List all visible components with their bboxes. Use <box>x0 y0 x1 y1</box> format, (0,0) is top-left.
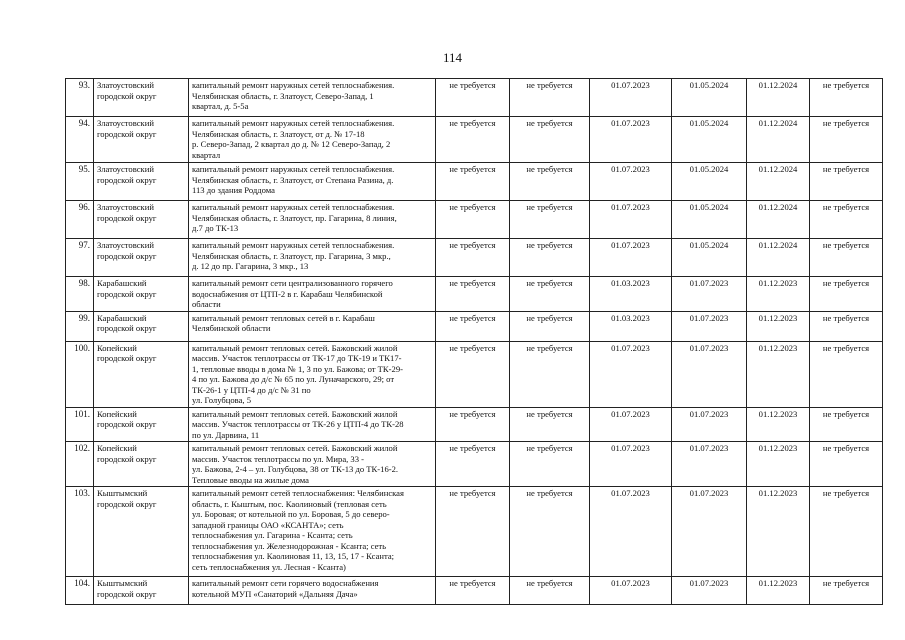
description-line: ул. Боровая; от котельной по ул. Боровая, 5 до северо- <box>192 509 390 519</box>
date-cell: 01.05.2024 <box>672 117 747 163</box>
description-line: капитальный ремонт тепловых сетей. Бажовский жилой <box>192 408 398 419</box>
date-cell: 01.12.2023 <box>747 577 810 605</box>
requirement-cell: не требуется <box>810 201 883 239</box>
district-line: городской округ <box>97 250 157 261</box>
requirement-cell: не требуется <box>810 117 883 163</box>
date-cell: 01.05.2024 <box>672 239 747 277</box>
date-cell: 01.05.2024 <box>672 201 747 239</box>
district-cell <box>94 577 189 605</box>
row-number: 94. <box>66 117 94 163</box>
date-cell: 01.12.2023 <box>747 277 810 312</box>
description-line: капитальный ремонт тепловых сетей в г. Карабаш <box>192 312 375 323</box>
requirement-cell: не требуется <box>810 407 883 442</box>
district-line: Кыштымский <box>97 488 148 498</box>
description-line: Тепловые вводы на жилые дома <box>192 474 309 485</box>
requirement-cell: не требуется <box>510 239 590 277</box>
table-row <box>66 277 883 312</box>
requirement-cell: не требуется <box>810 577 883 605</box>
description-line: ул. Голубцова, 5 <box>192 395 251 405</box>
table-row <box>66 79 883 117</box>
row-number: 97. <box>66 239 94 277</box>
requirement-cell: не требуется <box>810 79 883 117</box>
requirement-cell: не требуется <box>810 239 883 277</box>
district-line: городской округ <box>97 323 157 333</box>
date-cell: 01.12.2023 <box>747 442 810 487</box>
row-number: 104. <box>66 577 94 605</box>
description-line: котельной МУП «Санаторий «Дальняя Дача» <box>192 588 358 599</box>
description-line: 113 до здания Роддома <box>192 185 275 195</box>
district-line: Копейский <box>97 408 137 419</box>
row-number: 103. <box>66 487 94 577</box>
requirement-cell: не требуется <box>510 163 590 201</box>
district-line: Карабашский <box>97 278 147 288</box>
description-line: массив. Участок теплотрассы от ТК-26 у ЦТП-4 до ТК-28 <box>192 419 404 429</box>
description-line: массив. Участок теплотрассы от ТК-17 до ТК-19 и ТК17- <box>192 353 402 363</box>
description-line: область, г. Кыштым, пос. Каолиновый (тепловая сеть <box>192 498 387 509</box>
description-line: теплоснабжения ул. Железнодорожная - Ксанта; сеть <box>192 540 387 551</box>
description-line: капитальный ремонт тепловых сетей. Бажовский жилой <box>192 443 398 453</box>
work-description <box>189 311 436 341</box>
date-cell: 01.12.2024 <box>747 239 810 277</box>
requirement-cell: не требуется <box>510 407 590 442</box>
table-row <box>66 311 883 341</box>
table-row <box>66 487 883 577</box>
district-cell <box>94 277 189 312</box>
date-cell: 01.12.2024 <box>747 79 810 117</box>
work-description <box>189 407 436 442</box>
works-table <box>65 78 883 605</box>
district-line: городской округ <box>97 128 157 139</box>
date-cell: 01.12.2023 <box>747 407 810 442</box>
table-row <box>66 442 883 487</box>
district-line: Карабашский <box>97 312 147 323</box>
description-line: квартал <box>192 149 221 160</box>
district-cell <box>94 239 189 277</box>
district-line: Златоустовский <box>97 118 154 128</box>
district-cell <box>94 117 189 163</box>
description-line: Челябинской области <box>192 323 271 333</box>
description-line: капитальный ремонт наружных сетей теплоснабжения. <box>192 80 395 90</box>
description-line: р. Северо-Запад, 2 квартал до д. № 12 Северо-Запад, 2 <box>192 139 391 149</box>
row-number: 100. <box>66 341 94 407</box>
requirement-cell: не требуется <box>436 442 510 487</box>
requirement-cell: не требуется <box>436 239 510 277</box>
district-line: Копейский <box>97 342 137 353</box>
requirement-cell: не требуется <box>436 277 510 312</box>
date-cell: 01.12.2024 <box>747 201 810 239</box>
date-cell: 01.07.2023 <box>672 277 747 312</box>
district-line: городской округ <box>97 588 157 599</box>
row-number: 102. <box>66 442 94 487</box>
table-row <box>66 341 883 407</box>
district-cell <box>94 407 189 442</box>
requirement-cell: не требуется <box>510 311 590 341</box>
table-row <box>66 201 883 239</box>
page-number: 114 <box>442 50 463 65</box>
description-line: капитальный ремонт наружных сетей теплоснабжения. <box>192 240 395 250</box>
description-line: капитальный ремонт сетей теплоснабжения: Челябинская <box>192 488 404 498</box>
district-cell <box>94 79 189 117</box>
description-line: ТК-26-1 у ЦТП-4 до д/с № 31 по <box>192 384 311 395</box>
requirement-cell: не требуется <box>510 79 590 117</box>
description-line: Челябинская область, г. Златоуст, Северо-Запад, 1 <box>192 90 374 101</box>
description-line: западной границы ОАО «КСАНТА»; сеть <box>192 519 344 530</box>
date-cell: 01.07.2023 <box>672 487 747 577</box>
district-line: городской округ <box>97 419 157 429</box>
description-line: области <box>192 299 221 309</box>
row-number: 93. <box>66 79 94 117</box>
requirement-cell: не требуется <box>436 79 510 117</box>
requirement-cell: не требуется <box>810 163 883 201</box>
district-line: Златоустовский <box>97 240 154 250</box>
description-line: квартал, д. 5-5а <box>192 101 249 111</box>
description-line: теплоснабжения ул. Каолиновая 11, 13, 15, 17 - Ксанта; <box>192 551 395 561</box>
date-cell: 01.07.2023 <box>590 239 672 277</box>
district-line: городской округ <box>97 174 157 185</box>
date-cell: 01.12.2023 <box>747 341 810 407</box>
date-cell: 01.07.2023 <box>672 311 747 341</box>
work-description <box>189 277 436 312</box>
district-cell <box>94 163 189 201</box>
requirement-cell: не требуется <box>810 341 883 407</box>
district-line: городской округ <box>97 353 157 363</box>
requirement-cell: не требуется <box>510 487 590 577</box>
requirement-cell: не требуется <box>436 487 510 577</box>
district-cell <box>94 311 189 341</box>
district-cell <box>94 442 189 487</box>
table-row <box>66 163 883 201</box>
work-description <box>189 341 436 407</box>
requirement-cell: не требуется <box>436 311 510 341</box>
description-line: капитальный ремонт сети горячего водоснабжения <box>192 578 379 588</box>
date-cell: 01.07.2023 <box>590 163 672 201</box>
date-cell: 01.07.2023 <box>590 442 672 487</box>
description-line: Челябинская область, г. Златоуст, пр. Гагарина, 8 линия, <box>192 212 397 223</box>
table-row <box>66 239 883 277</box>
requirement-cell: не требуется <box>510 201 590 239</box>
description-line: капитальный ремонт наружных сетей теплоснабжения. <box>192 202 395 212</box>
district-line: городской округ <box>97 453 157 464</box>
district-line: городской округ <box>97 90 157 101</box>
district-line: городской округ <box>97 288 157 299</box>
district-cell <box>94 201 189 239</box>
district-line: Кыштымский <box>97 578 148 588</box>
work-description <box>189 163 436 201</box>
work-description <box>189 239 436 277</box>
description-line: капитальный ремонт сети централизованного горячего <box>192 278 393 288</box>
requirement-cell: не требуется <box>436 577 510 605</box>
district-line: городской округ <box>97 498 157 509</box>
description-line: по ул. Дарвина, 11 <box>192 429 260 440</box>
date-cell: 01.07.2023 <box>672 577 747 605</box>
description-line: 4 по ул. Бажова до д/с № 65 по ул. Луначарского, 29; от <box>192 374 395 384</box>
district-line: городской округ <box>97 212 157 223</box>
description-line: Челябинская область, г. Златоуст, от Степана Разина, д. <box>192 174 394 185</box>
row-number: 101. <box>66 407 94 442</box>
requirement-cell: не требуется <box>510 442 590 487</box>
district-line: Копейский <box>97 443 137 453</box>
date-cell: 01.07.2023 <box>672 341 747 407</box>
date-cell: 01.12.2024 <box>747 163 810 201</box>
district-line: Златоустовский <box>97 164 154 174</box>
district-cell <box>94 487 189 577</box>
date-cell: 01.05.2024 <box>672 163 747 201</box>
district-cell <box>94 341 189 407</box>
requirement-cell: не требуется <box>810 277 883 312</box>
work-description <box>189 79 436 117</box>
description-line: капитальный ремонт наружных сетей теплоснабжения. <box>192 118 395 128</box>
description-line: теплоснабжения ул. Гагарина - Ксанта; сеть <box>192 530 353 540</box>
date-cell: 01.07.2023 <box>590 201 672 239</box>
description-line: массив. Участок теплотрассы по ул. Мира, 33 - <box>192 453 365 464</box>
date-cell: 01.12.2023 <box>747 487 810 577</box>
description-line: капитальный ремонт наружных сетей теплоснабжения. <box>192 164 395 174</box>
table-row <box>66 117 883 163</box>
row-number: 95. <box>66 163 94 201</box>
date-cell: 01.03.2023 <box>590 311 672 341</box>
date-cell: 01.07.2023 <box>590 407 672 442</box>
date-cell: 01.07.2023 <box>590 79 672 117</box>
description-line: ул. Бажова, 2-4 – ул. Голубцова, 38 от ТК-13 до ТК-16-2. <box>192 464 399 474</box>
requirement-cell: не требуется <box>436 163 510 201</box>
row-number: 98. <box>66 277 94 312</box>
date-cell: 01.03.2023 <box>590 277 672 312</box>
district-line: Златоустовский <box>97 202 154 212</box>
description-line: сеть теплоснабжения ул. Лесная - Ксанта) <box>192 561 346 572</box>
date-cell: 01.05.2024 <box>672 79 747 117</box>
description-line: 1, тепловые вводы в дома № 1, 3 по ул. Бажова; от ТК-29- <box>192 363 403 374</box>
date-cell: 01.07.2023 <box>590 117 672 163</box>
requirement-cell: не требуется <box>510 277 590 312</box>
description-line: д.7 до ТК-13 <box>192 223 239 233</box>
date-cell: 01.07.2023 <box>590 577 672 605</box>
requirement-cell: не требуется <box>810 311 883 341</box>
district-line: Златоустовский <box>97 80 154 90</box>
description-line: Челябинская область, г. Златоуст, пр. Гагарина, 3 мкр., <box>192 250 391 261</box>
date-cell: 01.07.2023 <box>672 442 747 487</box>
description-line: д. 12 до пр. Гагарина, 3 мкр., 13 <box>192 261 309 271</box>
requirement-cell: не требуется <box>436 201 510 239</box>
requirement-cell: не требуется <box>810 442 883 487</box>
row-number: 96. <box>66 201 94 239</box>
requirement-cell: не требуется <box>436 117 510 163</box>
date-cell: 01.12.2024 <box>747 117 810 163</box>
row-number: 99. <box>66 311 94 341</box>
work-description <box>189 201 436 239</box>
requirement-cell: не требуется <box>810 487 883 577</box>
date-cell: 01.07.2023 <box>672 407 747 442</box>
table-row <box>66 407 883 442</box>
date-cell: 01.07.2023 <box>590 341 672 407</box>
table-row <box>66 577 883 605</box>
work-description <box>189 117 436 163</box>
work-description <box>189 577 436 605</box>
work-description <box>189 442 436 487</box>
requirement-cell: не требуется <box>436 341 510 407</box>
description-line: капитальный ремонт тепловых сетей. Бажовский жилой <box>192 342 398 353</box>
requirement-cell: не требуется <box>510 341 590 407</box>
date-cell: 01.12.2023 <box>747 311 810 341</box>
date-cell: 01.07.2023 <box>590 487 672 577</box>
description-line: водоснабжения от ЦТП-2 в г. Карабаш Челябинской <box>192 288 383 299</box>
requirement-cell: не требуется <box>510 577 590 605</box>
description-line: Челябинская область, г. Златоуст, от д. № 17-18 <box>192 128 365 139</box>
work-description <box>189 487 436 577</box>
requirement-cell: не требуется <box>510 117 590 163</box>
requirement-cell: не требуется <box>436 407 510 442</box>
